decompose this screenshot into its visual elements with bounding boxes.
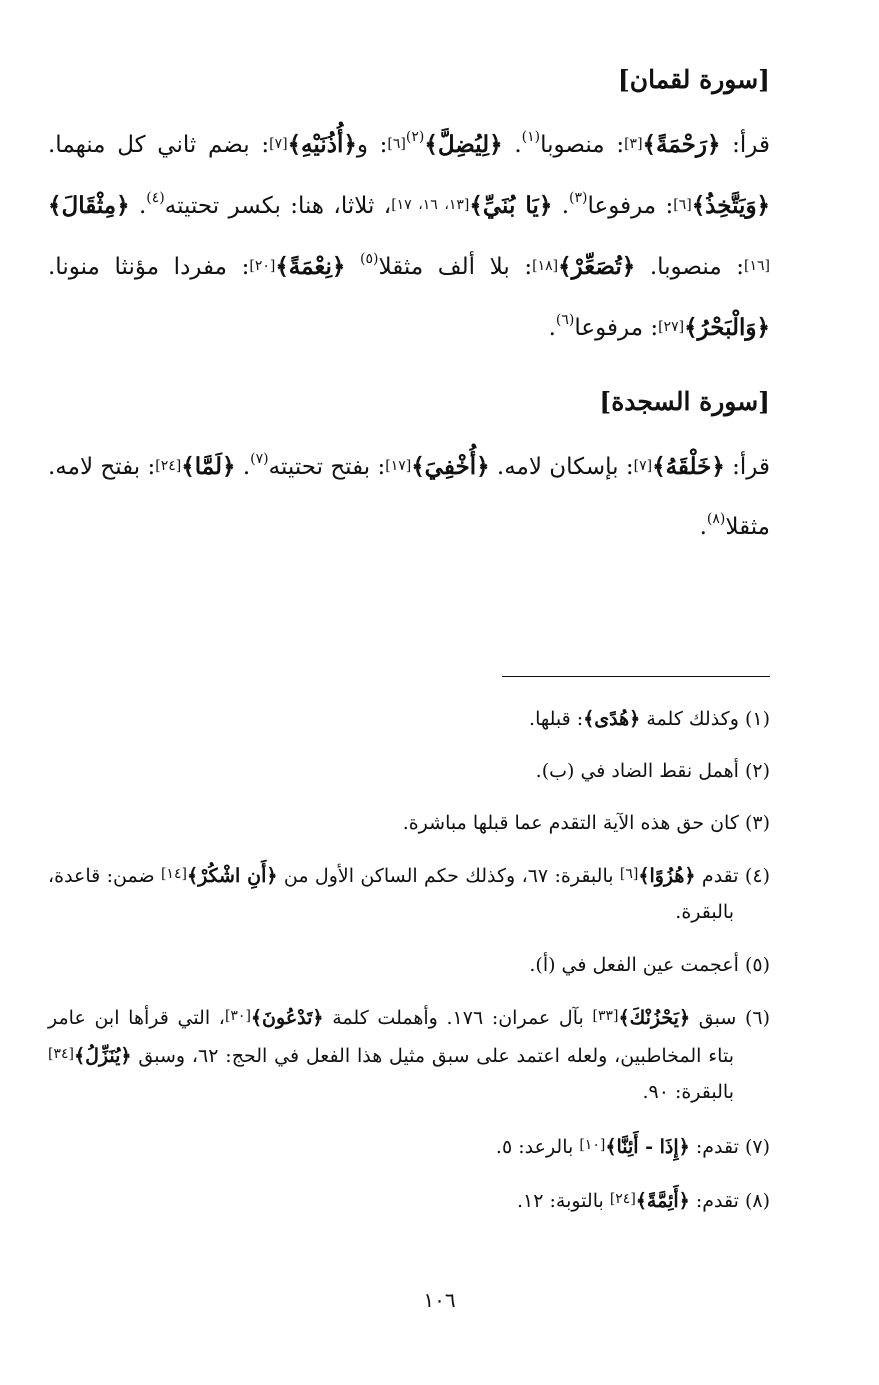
verse-ref: [٦] xyxy=(673,197,692,213)
footnote-number: (٢) xyxy=(744,760,770,782)
surah-sajdah-heading: [سورة السجدة] xyxy=(599,387,770,416)
verse-ref: [٣] xyxy=(624,136,643,152)
page-number: ١٠٦ xyxy=(423,1288,456,1312)
text-run: . xyxy=(552,193,570,219)
verse-ref: [١٣، ١٦، ١٧] xyxy=(391,197,470,213)
footnote-text: بالرعد: ٥. xyxy=(495,1136,580,1158)
text-run: : منصوبا. xyxy=(635,254,745,280)
text-run: : بفتح تحتيته xyxy=(268,454,386,480)
quran-word: ﴿تَدْعُونَ﴾ xyxy=(250,1007,324,1029)
verse-ref: [٢٧] xyxy=(658,319,685,335)
footnote-text: بالبقرة: ٦٧، وكذلك حكم الساكن الأول من xyxy=(277,865,620,887)
quran-word: ﴿وَالْبَحْرُ﴾ xyxy=(684,314,770,341)
footnote-number: (٣) xyxy=(744,812,770,834)
text-run: . xyxy=(235,454,251,480)
text-run: . xyxy=(699,514,707,540)
text-run: : بلا ألف مثقلا xyxy=(378,254,533,280)
footnote-text: تقدم xyxy=(695,865,745,887)
footnotes xyxy=(48,696,770,1230)
text-run xyxy=(345,254,360,280)
quran-word: ﴿يَحْزُنْكَ﴾ xyxy=(618,1007,691,1029)
text-run: : بفتح لامه. مثقلا xyxy=(47,454,770,540)
surah-luqman-paragraph xyxy=(48,114,770,358)
verse-ref: [١٨] xyxy=(532,258,559,274)
text-run: ، ثلاثا، هنا: بكسر تحتيته xyxy=(164,193,392,219)
footnote-number: (٥) xyxy=(744,954,770,976)
quran-word: ﴿إِذَا - أَئِنَّا﴾ xyxy=(605,1136,690,1158)
quran-word: ﴿مِثْقَالَ﴾ xyxy=(48,192,130,219)
verse-ref: [٢٤] xyxy=(609,1191,636,1207)
text-run: . xyxy=(129,193,147,219)
main-content xyxy=(48,58,770,557)
verse-ref: [٢٠] xyxy=(249,258,276,274)
footnote-2 xyxy=(48,748,770,794)
footnote-marker[interactable]: (٥) xyxy=(360,251,379,267)
footnote-number: (٧) xyxy=(744,1136,770,1158)
quran-word: ﴿خَلْقَهُ﴾ xyxy=(652,453,725,480)
footnote-text: أهمل نقط الضاد في (ب). xyxy=(535,760,745,782)
text-run: . xyxy=(548,315,556,341)
footnote-marker[interactable]: (٧) xyxy=(250,451,269,467)
footnote-text: بالتوبة: ١٢. xyxy=(516,1190,610,1212)
verse-ref: [١٧] xyxy=(385,458,412,474)
footnote-marker[interactable]: (٦) xyxy=(555,312,575,328)
text-run: : مرفوعا xyxy=(574,315,659,341)
footnote-number: (٤) xyxy=(744,865,770,887)
quran-word: ﴿لَمَّا﴾ xyxy=(181,453,236,480)
footnote-number: (٦) xyxy=(744,1007,770,1029)
footnote-marker[interactable]: (١) xyxy=(521,129,541,145)
footnote-marker[interactable]: (٤) xyxy=(146,190,165,206)
text-run: قرأ: xyxy=(724,454,770,480)
footnote-text: سبق xyxy=(690,1007,745,1029)
quran-word: ﴿نِعْمَةً﴾ xyxy=(275,253,346,280)
quran-word: ﴿رَحْمَةً﴾ xyxy=(642,131,721,158)
footnote-text: أعجمت عين الفعل في (أ). xyxy=(529,954,745,976)
text-run: : و xyxy=(356,132,388,158)
quran-word: ﴿تُصَعِّرْ﴾ xyxy=(558,253,636,280)
text-run: : منصوبا xyxy=(540,132,625,158)
text-run: قرأ: xyxy=(720,132,770,158)
quran-word: ﴿لِيُضِلَّ﴾ xyxy=(424,131,503,158)
quran-word: ﴿هُدًى﴾ xyxy=(583,708,641,730)
footnote-number: (٨) xyxy=(744,1190,770,1212)
footnote-6 xyxy=(48,994,770,1116)
verse-ref: [١٠] xyxy=(579,1137,606,1153)
verse-ref: [٢٤] xyxy=(155,458,182,474)
verse-ref: [٧] xyxy=(269,136,288,152)
verse-ref: [٦] xyxy=(387,136,406,152)
verse-ref: [٣٠] xyxy=(224,1008,251,1024)
quran-word: ﴿أَنِ اشْكُرْ﴾ xyxy=(186,865,278,887)
verse-ref: [١٤] xyxy=(160,866,187,882)
surah-sajdah-paragraph xyxy=(48,436,770,557)
verse-ref: [٦] xyxy=(619,866,639,882)
footnote-3 xyxy=(48,800,770,846)
footnote-text: تقدم: xyxy=(689,1136,745,1158)
quran-word: ﴿يَا بُنَيِّ﴾ xyxy=(469,192,553,219)
text-run: : مفردا مؤنثا منونا. xyxy=(48,254,250,280)
verse-ref: [٧] xyxy=(633,458,653,474)
verse-ref: [١٦] xyxy=(744,258,771,274)
verse-ref: [٣٤] xyxy=(48,1046,74,1062)
text-run: : بضم ثاني كل منهما. xyxy=(48,132,270,158)
footnote-text: تقدم: xyxy=(689,1190,745,1212)
footnote-7 xyxy=(48,1122,770,1170)
quran-word: ﴿يُنَزِّلُ﴾ xyxy=(73,1045,132,1067)
footnote-8 xyxy=(48,1176,770,1224)
surah-luqman-heading: [سورة لقمان] xyxy=(617,65,770,94)
verse-ref: [٣٣] xyxy=(592,1008,619,1024)
quran-word: ﴿وَيَتَّخِذُ﴾ xyxy=(691,192,771,219)
footnote-text: : قبلها. xyxy=(529,708,584,730)
quran-word: ﴿أُخْفِيَ﴾ xyxy=(411,453,490,480)
footnote-text: ضمن: قاعدة، بالبقرة. xyxy=(48,865,734,923)
footnote-text: كان حق هذه الآية التقدم عما قبلها مباشرة. xyxy=(402,812,745,834)
quran-word: ﴿هُزُوًا﴾ xyxy=(638,865,696,887)
footnote-number: (١) xyxy=(744,708,770,730)
footnote-marker[interactable]: (٢) xyxy=(405,129,425,145)
footnote-5 xyxy=(48,942,770,988)
footnote-1 xyxy=(48,696,770,742)
quran-word: ﴿أُذُنَيْهِ﴾ xyxy=(287,131,357,158)
footnote-separator xyxy=(502,676,770,677)
quran-word: ﴿أَئِمَّةً﴾ xyxy=(635,1190,690,1212)
footnote-4 xyxy=(48,852,770,936)
footnote-text: ، التي قرأها ابن عامر بتاء المخاطبين، ولعله اعتمد على سبق مثيل هذا الفعل في الحج: ٦٢، وسبق xyxy=(48,1007,734,1067)
footnote-text: وكذلك كلمة xyxy=(640,708,745,730)
text-run: : بإسكان لامه. xyxy=(489,454,634,480)
footnote-marker[interactable]: (٨) xyxy=(706,511,726,527)
footnote-text: بآل عمران: ١٧٦. وأهملت كلمة xyxy=(323,1007,593,1029)
text-run: . xyxy=(502,132,522,158)
text-run: : مرفوعا xyxy=(587,193,674,219)
footnote-text: بالبقرة: ٩٠. xyxy=(642,1081,734,1103)
footnote-marker[interactable]: (٣) xyxy=(569,190,588,206)
